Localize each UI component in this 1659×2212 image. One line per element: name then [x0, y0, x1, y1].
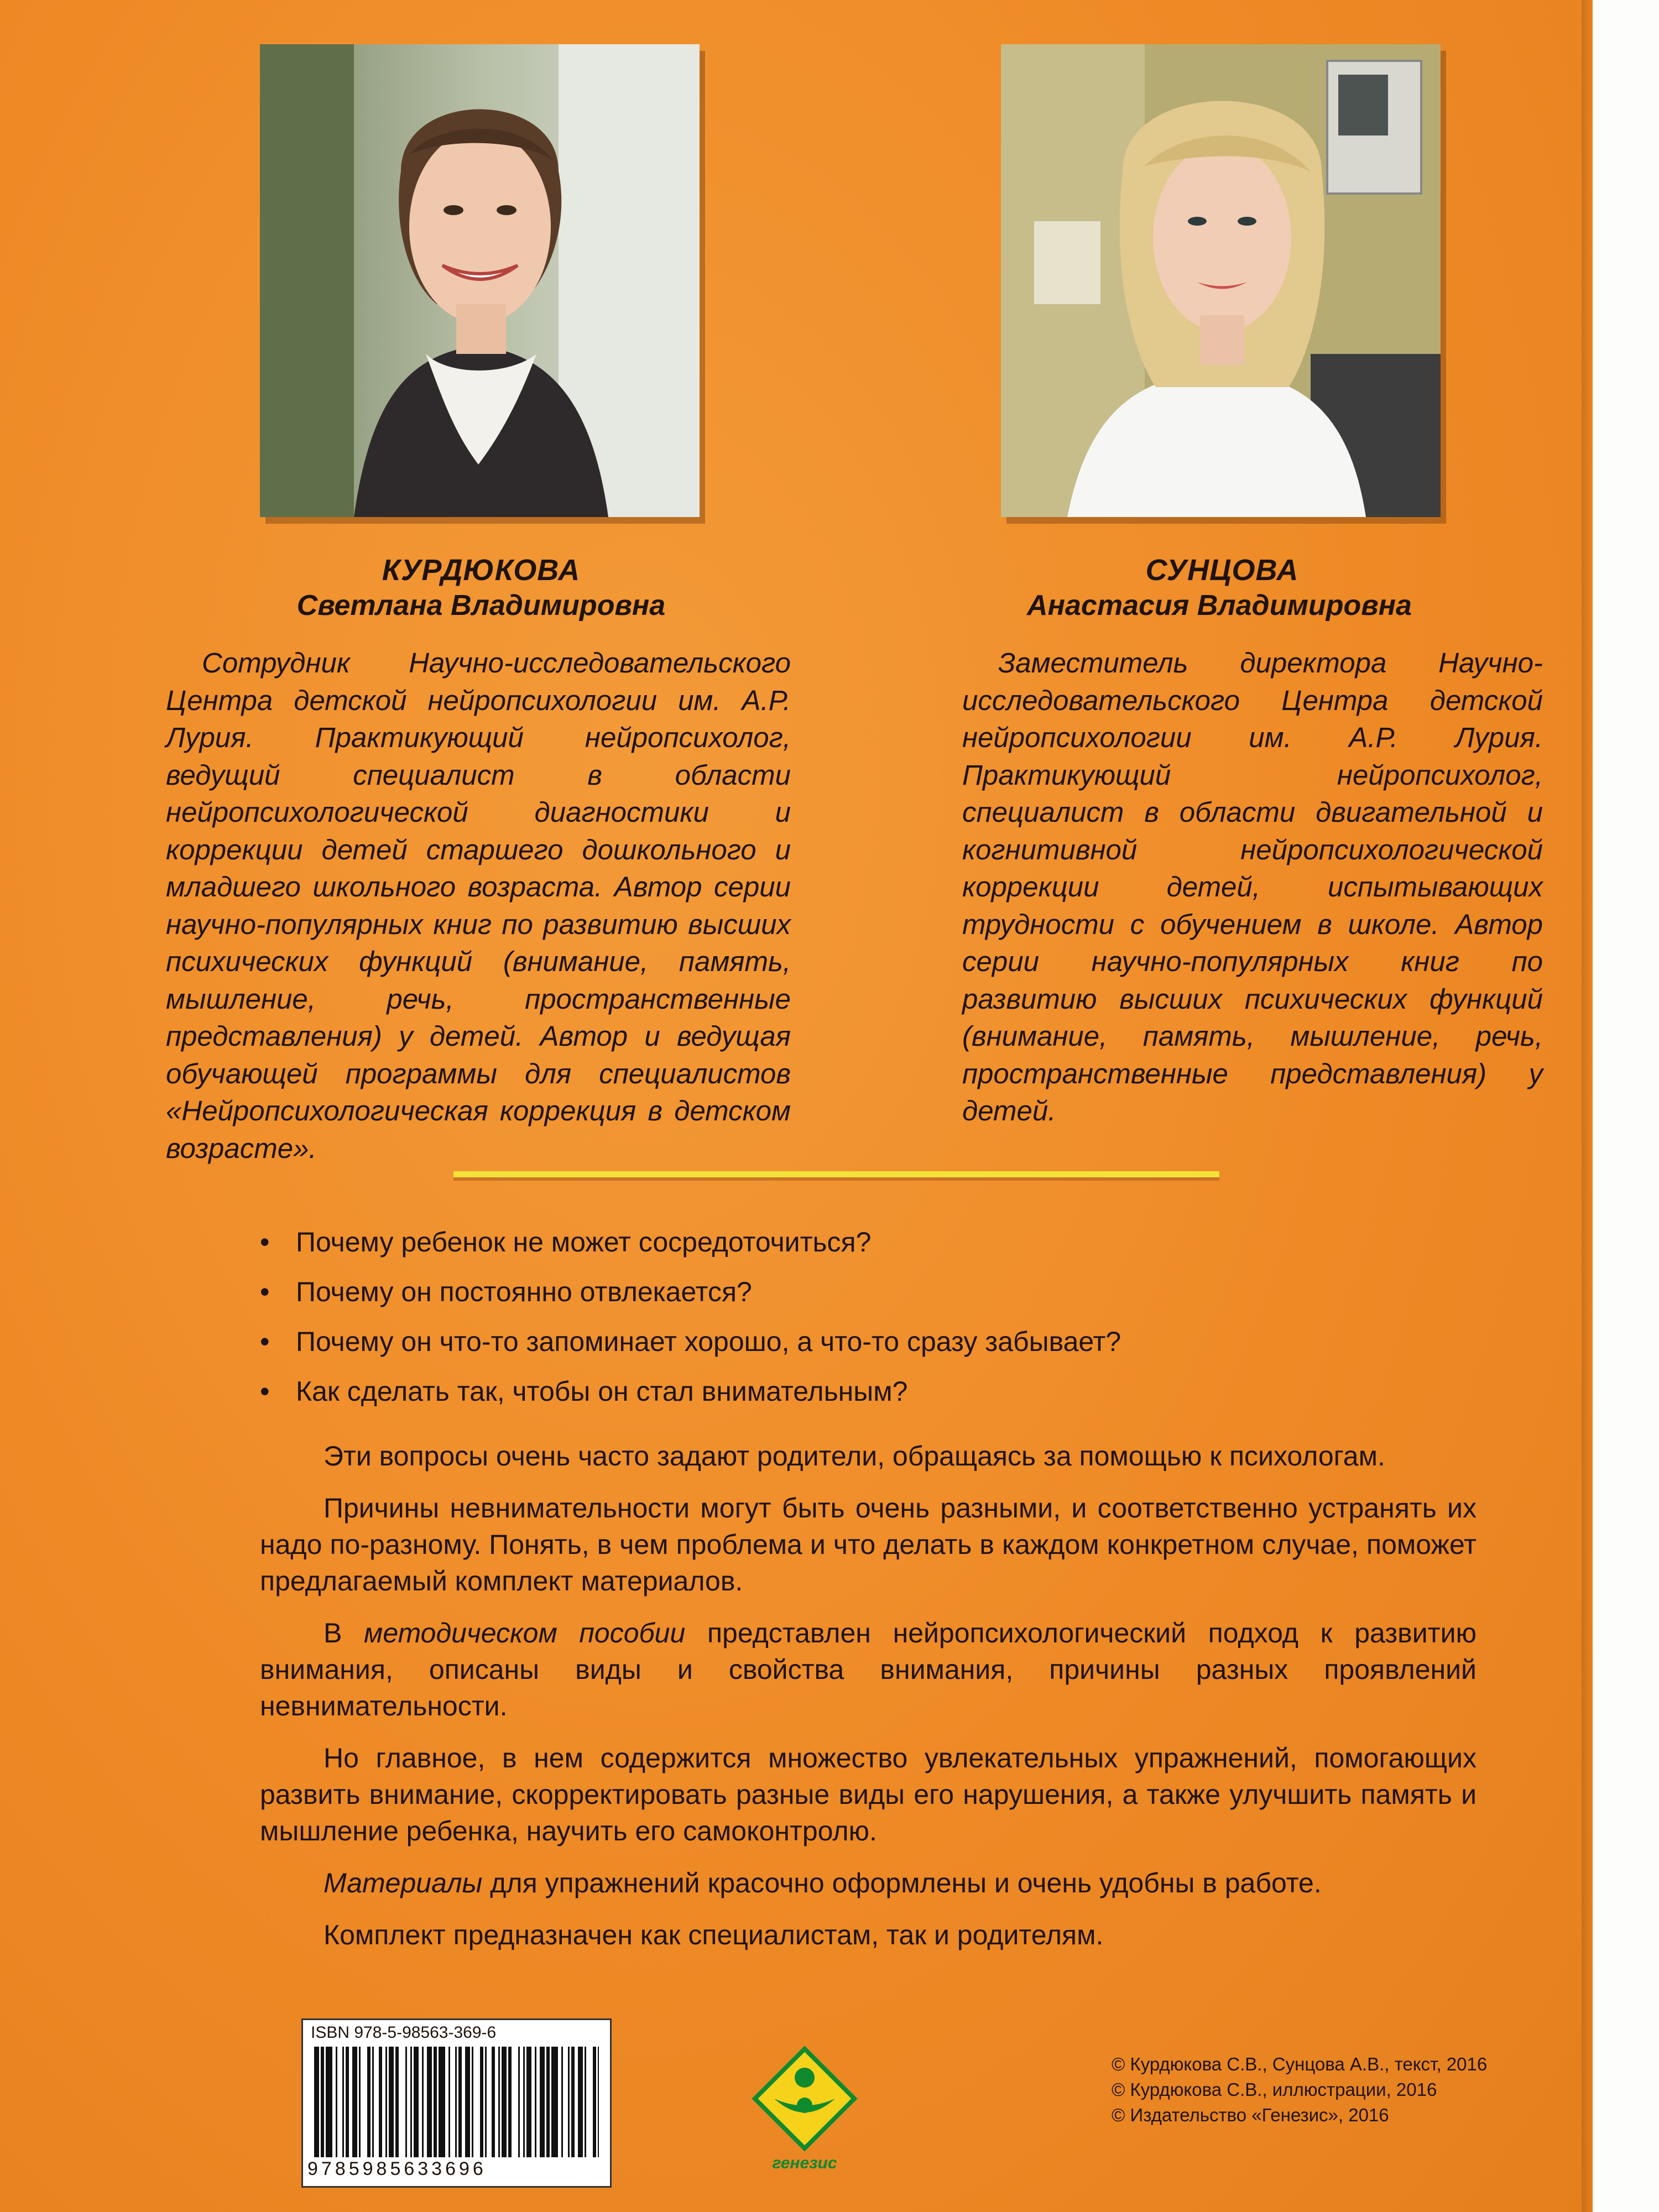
- barcode-bar: [367, 2047, 371, 2157]
- barcode-bar: [326, 2047, 332, 2157]
- barcode-bar: [342, 2047, 344, 2157]
- copyright-line: © Курдюкова С.В., иллюстрации, 2016: [1112, 2079, 1437, 2100]
- barcode-bar: [448, 2047, 450, 2157]
- barcode-bar: [414, 2047, 419, 2157]
- barcode-bar: [546, 2047, 550, 2157]
- barcode-bar: [571, 2047, 575, 2157]
- isbn-barcode: [301, 2018, 612, 2188]
- barcode-bar: [395, 2047, 399, 2157]
- emphasis: Материалы: [324, 1867, 483, 1898]
- barcode-bar: [410, 2047, 412, 2157]
- barcode-bar: [498, 2047, 500, 2157]
- barcode-bar: [434, 2047, 437, 2157]
- barcode-bars: [314, 2047, 599, 2157]
- barcode-bar: [480, 2047, 483, 2157]
- barcode-bar: [535, 2047, 536, 2157]
- paragraph: Эти вопросы очень часто задают родители, обращаясь за помощью к психологам.: [324, 1441, 1385, 1472]
- publisher-name: генезис: [772, 2154, 837, 2172]
- barcode-bar: [561, 2047, 563, 2157]
- paragraph: Причины невнимательности могут быть очень разными, и соответственно устранять их надо по-разному. Понять, в чем проблема и что делать в каждом конкретном случае, поможет предлагаемый комплект материалов.: [260, 1493, 1477, 1597]
- barcode-bar: [540, 2047, 545, 2157]
- barcode-number: 9785985633696: [307, 2158, 487, 2179]
- publisher-logo: [749, 2043, 860, 2176]
- barcode-bar: [379, 2047, 382, 2157]
- barcode-bar: [458, 2047, 462, 2157]
- description-text: [260, 1438, 1477, 1969]
- barcode-bar: [568, 2047, 570, 2157]
- barcode-bar: [578, 2047, 583, 2157]
- barcode-bar: [508, 2047, 512, 2157]
- barcode-bar: [485, 2047, 487, 2157]
- barcode-bar: [336, 2047, 337, 2157]
- barcode-bar: [372, 2047, 374, 2157]
- paragraph: В методическом пособии представлен нейропсихологический подход к развитию внимания, описаны виды и свойства внимания, причины разных проявлений невнимательности.: [260, 1618, 1477, 1721]
- barcode-bar: [439, 2047, 445, 2157]
- barcode-bar: [502, 2047, 507, 2157]
- author-surname-left: КУРДЮКОВА: [382, 554, 581, 587]
- barcode-bar: [492, 2047, 495, 2157]
- barcode-bar: [465, 2047, 470, 2157]
- genesis-logo-icon: [749, 2043, 860, 2154]
- questions-list: [260, 1225, 1121, 1424]
- author-surname-right: СУНЦОВА: [1145, 554, 1299, 587]
- page-edge-shadow: [1582, 0, 1593, 2212]
- barcode-bar: [427, 2047, 432, 2157]
- barcode-bar: [585, 2047, 586, 2157]
- barcode-bar: [314, 2047, 319, 2157]
- author-bio-left: Сотрудник Научно-исследовательского Центра детской нейропсихологии им. А.Р. Лурия. Практикующий нейропсихолог, ведущий специалист в области нейропсихологической диагностики и коррекции детей старшего дошкольного и младшего школьного возраста. Автор серии научно-популярных книг по развитию высших психических функций (внимание, память, мышление, речь, пространственные представления) у детей. Автор и ведущая обучающей программы для специалистов «Нейропсихологическая коррекция в детском возрасте».: [166, 647, 791, 1164]
- portrait-image: [260, 44, 700, 517]
- author-given-name-left: Светлана Владимировна: [296, 589, 666, 622]
- barcode-bar: [352, 2047, 357, 2157]
- barcode-bar: [472, 2047, 473, 2157]
- barcode-bar: [346, 2047, 349, 2157]
- barcode-bar: [321, 2047, 324, 2157]
- question-item: • Почему ребенок не может сосредоточиться?: [260, 1225, 1121, 1275]
- isbn-label: ISBN 978-5-98563-369-6: [311, 2023, 497, 2042]
- emphasis: методическом пособии: [364, 1618, 686, 1648]
- barcode-bar: [518, 2047, 520, 2157]
- paragraph: Но главное, в нем содержится множество увлекательных упражнений, помогающих развить внимание, скорректировать разные виды его нарушения, а также улучшить память и мышление ребенка, научить его самоконтролю.: [260, 1743, 1477, 1846]
- author-bio-right: Заместитель директора Научно-исследовательского Центра детской нейропсихологии им. А.Р. Лурия. Практикующий нейропсихолог, специалист в области двигательной и когнитивной нейропсихологической коррекции детей, испытывающих трудности с обучением в школе. Автор серии научно-популярных книг по развитию высших психических функций (внимание, память, мышление, речь, пространственные представления) у детей.: [962, 647, 1543, 1126]
- copyright-line: © Курдюкова С.В., Сунцова А.В., текст, 2016: [1112, 2054, 1488, 2074]
- copyright-line: © Издательство «Генезис», 2016: [1112, 2105, 1389, 2125]
- barcode-bar: [593, 2047, 596, 2157]
- copyright-block: [1112, 2052, 1487, 2128]
- barcode-bar: [385, 2047, 387, 2157]
- barcode-bar: [455, 2047, 457, 2157]
- section-divider: [453, 1171, 1219, 1177]
- author-given-name-right: Анастасия Владимировна: [1027, 589, 1412, 622]
- paragraph: Материалы для упражнений красочно оформлены и очень удобны в работе.: [324, 1867, 1322, 1898]
- author-photo-kurdyukova: [260, 44, 700, 517]
- author-photo-suntsova: [1001, 44, 1441, 517]
- barcode-bar: [359, 2047, 361, 2157]
- barcode-bar: [551, 2047, 558, 2157]
- paragraph: Комплект предназначен как специалистам, так и родителям.: [324, 1919, 1104, 1950]
- question-item: • Как сделать так, чтобы он стал внимательным?: [260, 1374, 1121, 1424]
- barcode-bar: [598, 2047, 599, 2157]
- barcode-bar: [422, 2047, 424, 2157]
- portrait-image: [1001, 44, 1441, 517]
- question-item: • Почему он постоянно отвлекается?: [260, 1275, 1121, 1324]
- barcode-bar: [526, 2047, 531, 2157]
- barcode-bar: [523, 2047, 525, 2157]
- question-item: • Почему он что-то запоминает хорошо, а что-то сразу забывает?: [260, 1324, 1121, 1374]
- barcode-bar: [405, 2047, 407, 2157]
- barcode-bar: [389, 2047, 394, 2157]
